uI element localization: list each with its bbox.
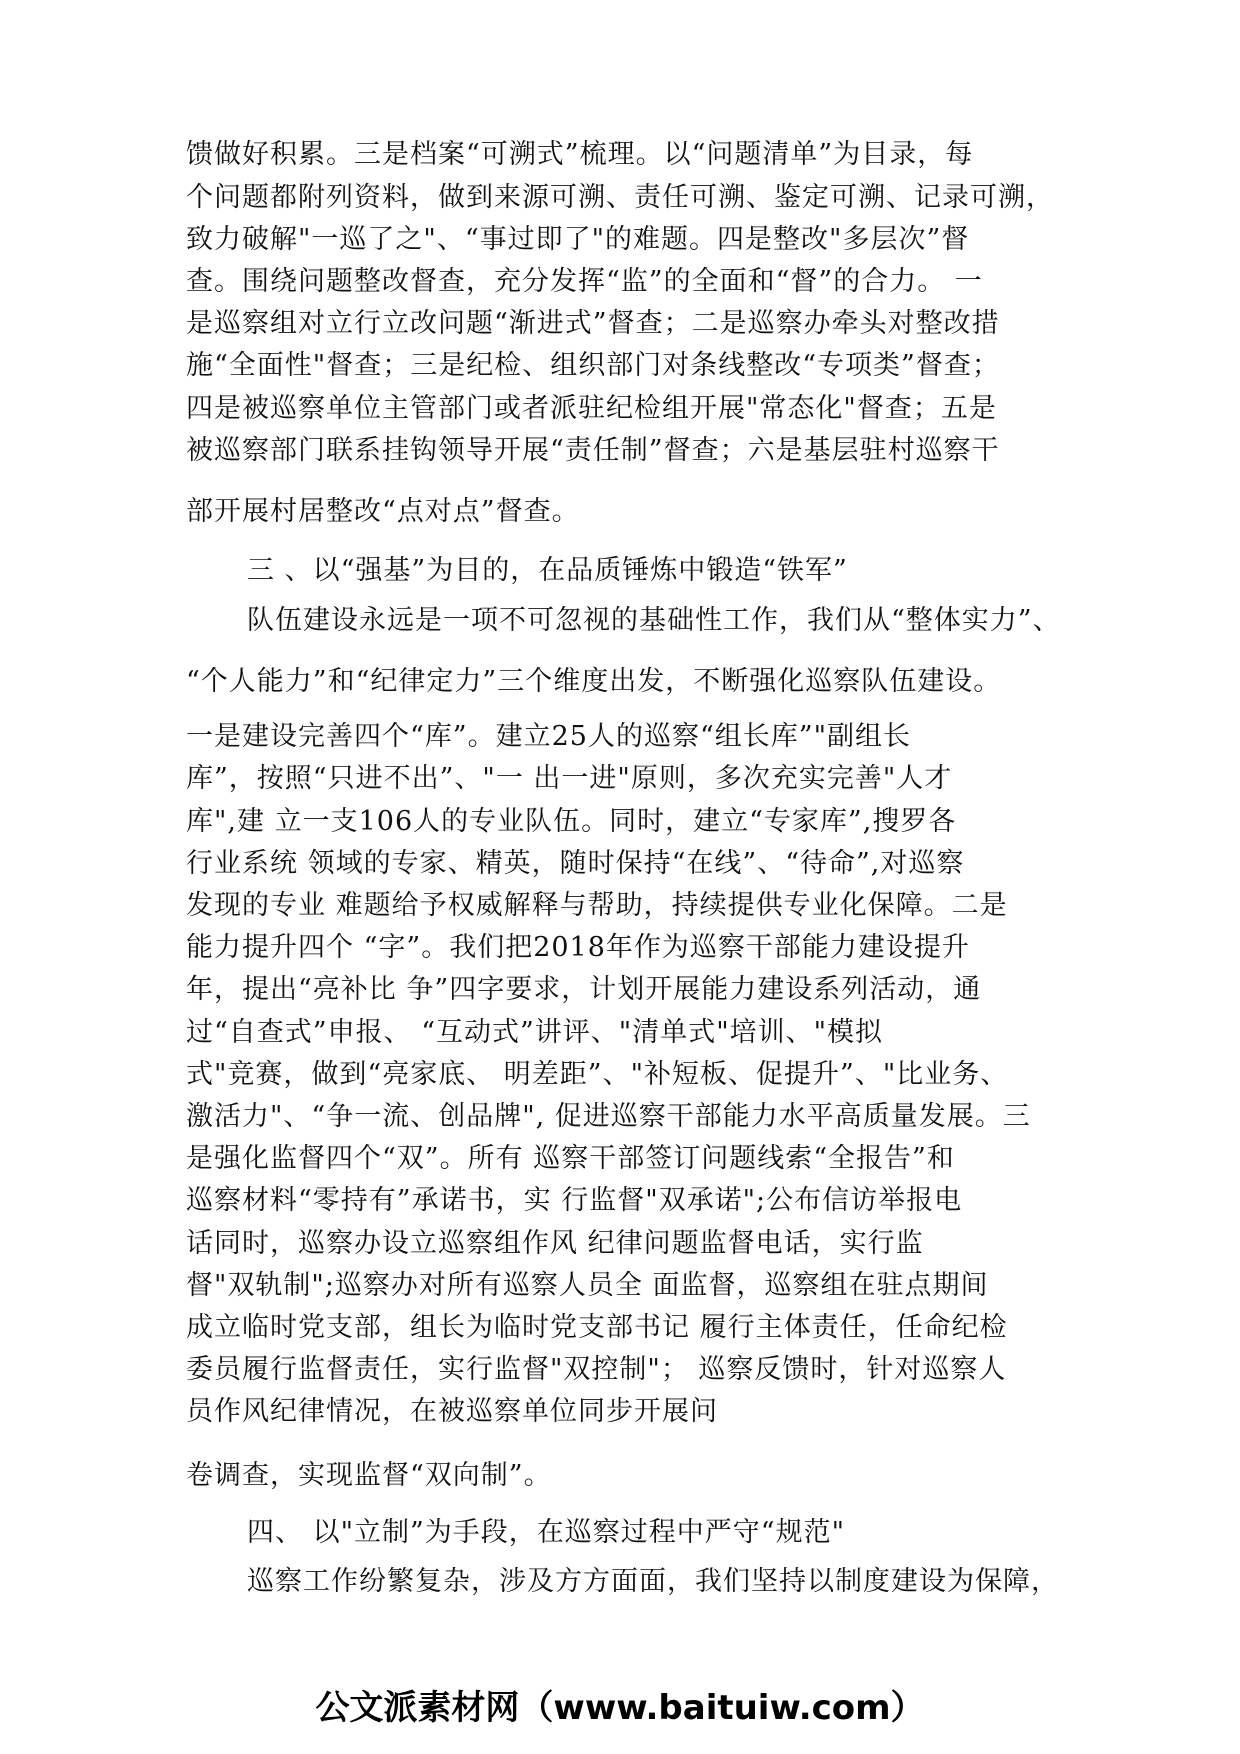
section-heading: 四、 以"立制”为手段，在巡察过程中严守“规范" (247, 1517, 846, 1548)
text-line: 激活力"、“争一流、创品牌", 促进巡察干部能力水平高质量发展。三 (186, 1101, 1031, 1132)
text-line: 员作风纪律情况，在被巡察单位同步开展问 (186, 1396, 718, 1427)
text-line: 巡察工作纷繁复杂，涉及方方面面，我们坚持以制度建设为保障， (247, 1566, 1059, 1597)
page-footer-watermark: 公文派素材网（www.baituiw.com） (315, 1688, 925, 1728)
text-line: 行业系统 领域的专家、精英，随时保持“在线”、“待命”,对巡察 (186, 848, 965, 879)
text-line: 发现的专业 难题给予权威解释与帮助，持续提供专业化保障。二是 (186, 890, 1008, 921)
text-line: 库”，按照“只进不出”、"一 出一进"原则，多次充实完善"人才 (186, 763, 953, 794)
text-line: 队伍建设永远是一项不可忽视的基础性工作，我们从“整体实力”、 (247, 605, 1061, 636)
text-line: 委员履行监督责任，实行监督"双控制"； 巡察反馈时，针对巡察人 (186, 1354, 1007, 1385)
text-line: 年，提出“亮补比 争”四字要求，计划开展能力建设系列活动，通 (186, 974, 982, 1005)
text-line: 一是建设完善四个“库”。建立25人的巡察“组长库”"副组长 (186, 721, 911, 752)
text-line: 巡察材料“零持有”承诺书，实 行监督"双承诺";公布信访举报电 (186, 1185, 963, 1216)
text-line: 成立临时党支部，组长为临时党支部书记 履行主体责任，任命纪检 (186, 1312, 1008, 1343)
text-line: 话同时，巡察办设立巡察组作风 纪律问题监督电话，实行监 (186, 1228, 924, 1259)
text-line: 施“全面性"督查；三是纪检、组织部门对条线整改“专项类”督查； (186, 350, 1000, 381)
text-line: 部开展村居整改“点对点”督查。 (186, 496, 580, 527)
text-line: 四是被巡察单位主管部门或者派驻纪检组开展"常态化"督查；五是 (186, 393, 997, 424)
text-line: 过“自查式”申报、 “互动式”讲评、"清单式"培训、"模拟 (186, 1017, 884, 1048)
text-line: 库",建 立一支106人的专业队伍。同时，建立“专家库”,搜罗各 (186, 806, 957, 837)
text-line: 被巡察部门联系挂钩领导开展“责任制”督查；六是基层驻村巡察干 (186, 435, 1000, 466)
text-line: 个问题都附列资料，做到来源可溯、责任可溯、鉴定可溯、记录可溯， (186, 182, 1054, 213)
text-line: 能力提升四个 “字”。我们把2018年作为巡察干部能力建设提升 (186, 932, 970, 963)
text-line: 式"竞赛，做到“亮家底、 明差距”、"补短板、促提升”、"比业务、 (186, 1059, 1009, 1090)
text-line: “个人能力”和“纪律定力”三个维度出发，不断强化巡察队伍建设。 (186, 666, 1002, 697)
section-heading: 三 、以“强基”为目的，在品质锤炼中锻造“铁军” (247, 555, 848, 586)
text-line: 致力破解"一巡了之"、“事过即了"的难题。四是整改"多层次”督 (186, 224, 970, 255)
text-line: 馈做好积累。三是档案“可溯式”梳理。以“问题清单”为目录，每 (186, 139, 974, 170)
text-line: 是强化监督四个“双”。所有 巡察干部签订问题线索“全报告”和 (186, 1143, 955, 1174)
text-line: 查。围绕问题整改督查，充分发挥“监”的全面和“督”的合力。 一 (186, 266, 983, 297)
text-line: 督"双轨制";巡察办对所有巡察人员全 面监督，巡察组在驻点期间 (186, 1270, 989, 1301)
text-line: 是巡察组对立行立改问题“渐进式”督查；二是巡察办牵头对整改措 (186, 308, 1000, 339)
text-line: 卷调查，实现监督“双向制”。 (186, 1460, 552, 1491)
